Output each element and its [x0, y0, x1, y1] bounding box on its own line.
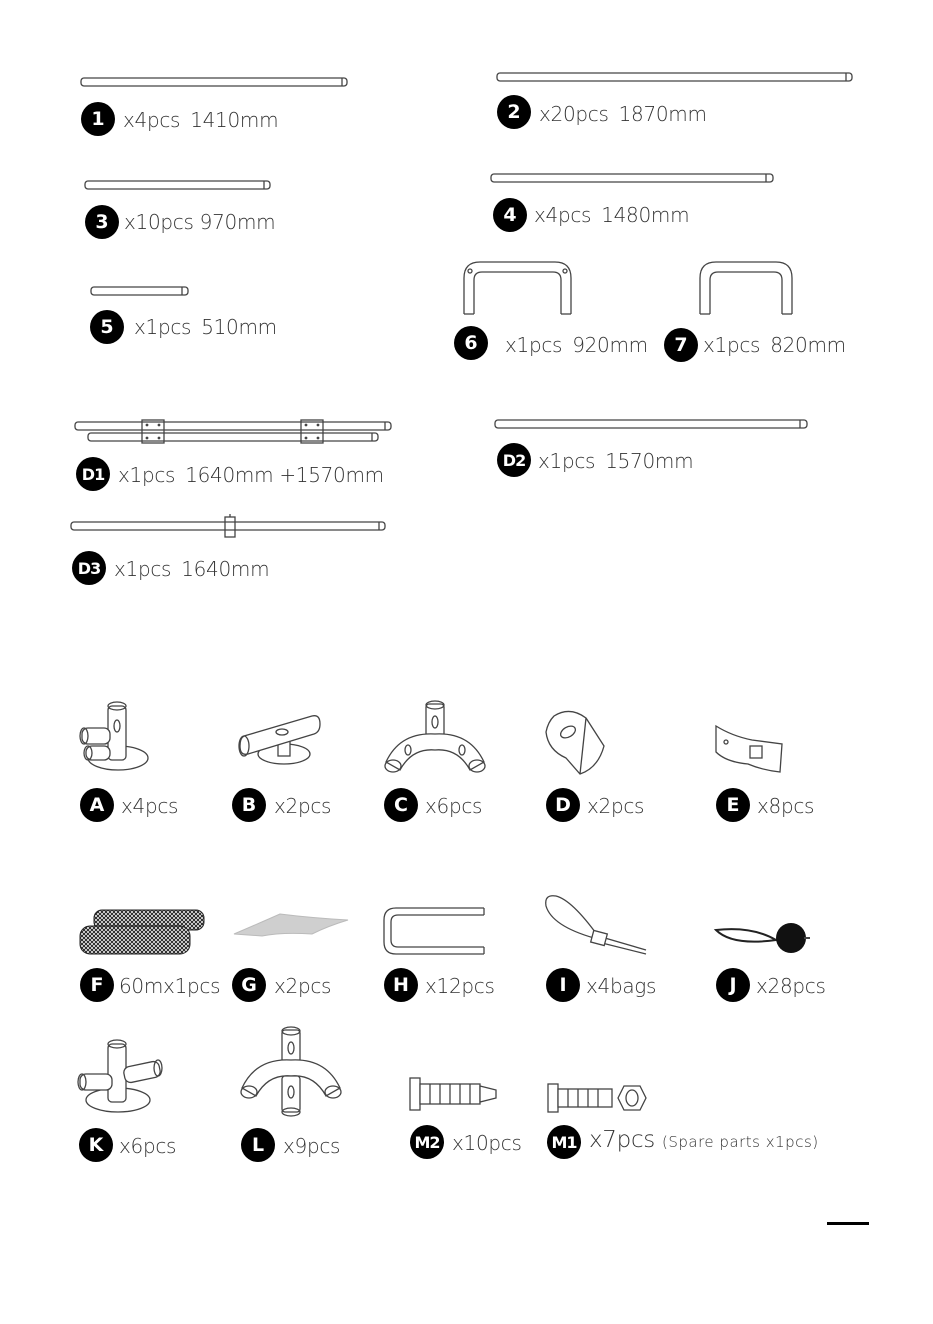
part-badge: 1: [81, 102, 115, 136]
part-badge: K: [79, 1128, 113, 1162]
part-label: [118, 463, 384, 487]
part-badge: C: [384, 788, 418, 822]
part-label: [124, 210, 275, 234]
qty-text: x4pcs: [123, 108, 181, 132]
fitting-k-drawing: [76, 1038, 166, 1114]
length-text: 1640mm: [181, 557, 270, 581]
screw-drawing: [408, 1074, 500, 1114]
part-badge: 6: [454, 326, 488, 360]
length-text: 970mm: [199, 210, 276, 234]
length-text: 1480mm: [601, 203, 690, 227]
qty-text: x8pcs: [757, 794, 815, 818]
qty-text: x20pcs: [539, 102, 609, 126]
part-badge: 5: [90, 310, 124, 344]
qty-text: x2pcs: [274, 974, 332, 998]
u-bracket-7-drawing: [696, 258, 796, 318]
bolt-nut-drawing: [546, 1080, 650, 1116]
fitting-l-drawing: [236, 1026, 346, 1118]
part-badge: F: [80, 968, 114, 1002]
part-badge: M1: [547, 1125, 581, 1159]
qty-text: x9pcs: [283, 1134, 341, 1158]
qty-text: 60mx1pcs: [119, 974, 221, 998]
part-badge: I: [546, 968, 580, 1002]
fitting-b-drawing: [238, 710, 324, 772]
qty-text: x6pcs: [425, 794, 483, 818]
part-label: [589, 1127, 819, 1153]
part-badge: 7: [664, 328, 698, 362]
qty-text: x10pcs: [124, 210, 194, 234]
fitting-e-drawing: [712, 722, 786, 778]
qty-text: x2pcs: [587, 794, 645, 818]
part-label: [538, 449, 693, 473]
length-text: 1570mm: [605, 449, 694, 473]
part-badge: 2: [497, 95, 531, 129]
netting-roll-drawing: [78, 908, 206, 956]
length-text: 1640mm: [185, 463, 274, 487]
part-label: [123, 108, 278, 132]
tube-2-drawing: [496, 71, 856, 85]
length-text: 820mm: [770, 333, 846, 357]
qty-text: x1pcs: [114, 557, 172, 581]
fitting-c-drawing: [380, 700, 490, 778]
qty-text: x4bags: [586, 974, 657, 998]
part-badge: J: [716, 968, 750, 1002]
spare-note: (Spare parts x1pcs): [662, 1133, 819, 1151]
part-badge: M2: [410, 1125, 444, 1159]
part-label: [539, 102, 707, 126]
qty-text: x1pcs: [538, 449, 596, 473]
page-marker-line: [827, 1222, 869, 1225]
tube-3-drawing: [84, 179, 274, 193]
part-badge: H: [384, 968, 418, 1002]
part-badge: 4: [493, 198, 527, 232]
part-badge: D2: [497, 443, 531, 477]
sheet-drawing: [232, 912, 352, 938]
fitting-a-drawing: [78, 700, 150, 776]
length-text: 1870mm: [618, 102, 707, 126]
part-label: [534, 203, 689, 227]
part-label: [114, 557, 269, 581]
part-badge: D1: [76, 457, 110, 491]
part-badge: L: [241, 1128, 275, 1162]
tube-d3-drawing: [70, 514, 390, 540]
part-badge: 3: [85, 205, 119, 239]
tube-d2-drawing: [494, 418, 810, 432]
tube-1-drawing: [80, 76, 350, 90]
part-label: [505, 333, 648, 357]
part-badge: D: [546, 788, 580, 822]
qty-text: x6pcs: [119, 1134, 177, 1158]
part-badge: D3: [72, 551, 106, 585]
qty-text: x10pcs: [452, 1131, 522, 1155]
tube-d1-drawing: [74, 420, 396, 446]
part-badge: A: [80, 788, 114, 822]
cable-tie-drawing: [542, 892, 652, 958]
part-badge: E: [716, 788, 750, 822]
qty-text: x1pcs: [505, 333, 563, 357]
tube-5-drawing: [90, 285, 190, 299]
length-text: 920mm: [572, 333, 648, 357]
extra-length-text: +1570mm: [279, 463, 384, 487]
part-badge: G: [232, 968, 266, 1002]
u-bracket-6-drawing: [460, 258, 575, 318]
qty-text: x1pcs: [703, 333, 761, 357]
qty-text: x28pcs: [756, 974, 826, 998]
fitting-d-drawing: [544, 706, 610, 776]
qty-text: x1pcs: [134, 315, 192, 339]
qty-text: x7pcs: [589, 1127, 655, 1153]
length-text: 510mm: [201, 315, 277, 339]
tube-4-drawing: [490, 172, 776, 186]
ball-bungee-drawing: [712, 918, 812, 958]
qty-text: x12pcs: [425, 974, 495, 998]
part-badge: B: [232, 788, 266, 822]
qty-text: x4pcs: [534, 203, 592, 227]
qty-text: x1pcs: [118, 463, 176, 487]
length-text: 1410mm: [190, 108, 279, 132]
u-pin-drawing: [382, 906, 488, 956]
part-label: [703, 333, 846, 357]
qty-text: x2pcs: [274, 794, 332, 818]
part-label: [134, 315, 277, 339]
qty-text: x4pcs: [121, 794, 179, 818]
